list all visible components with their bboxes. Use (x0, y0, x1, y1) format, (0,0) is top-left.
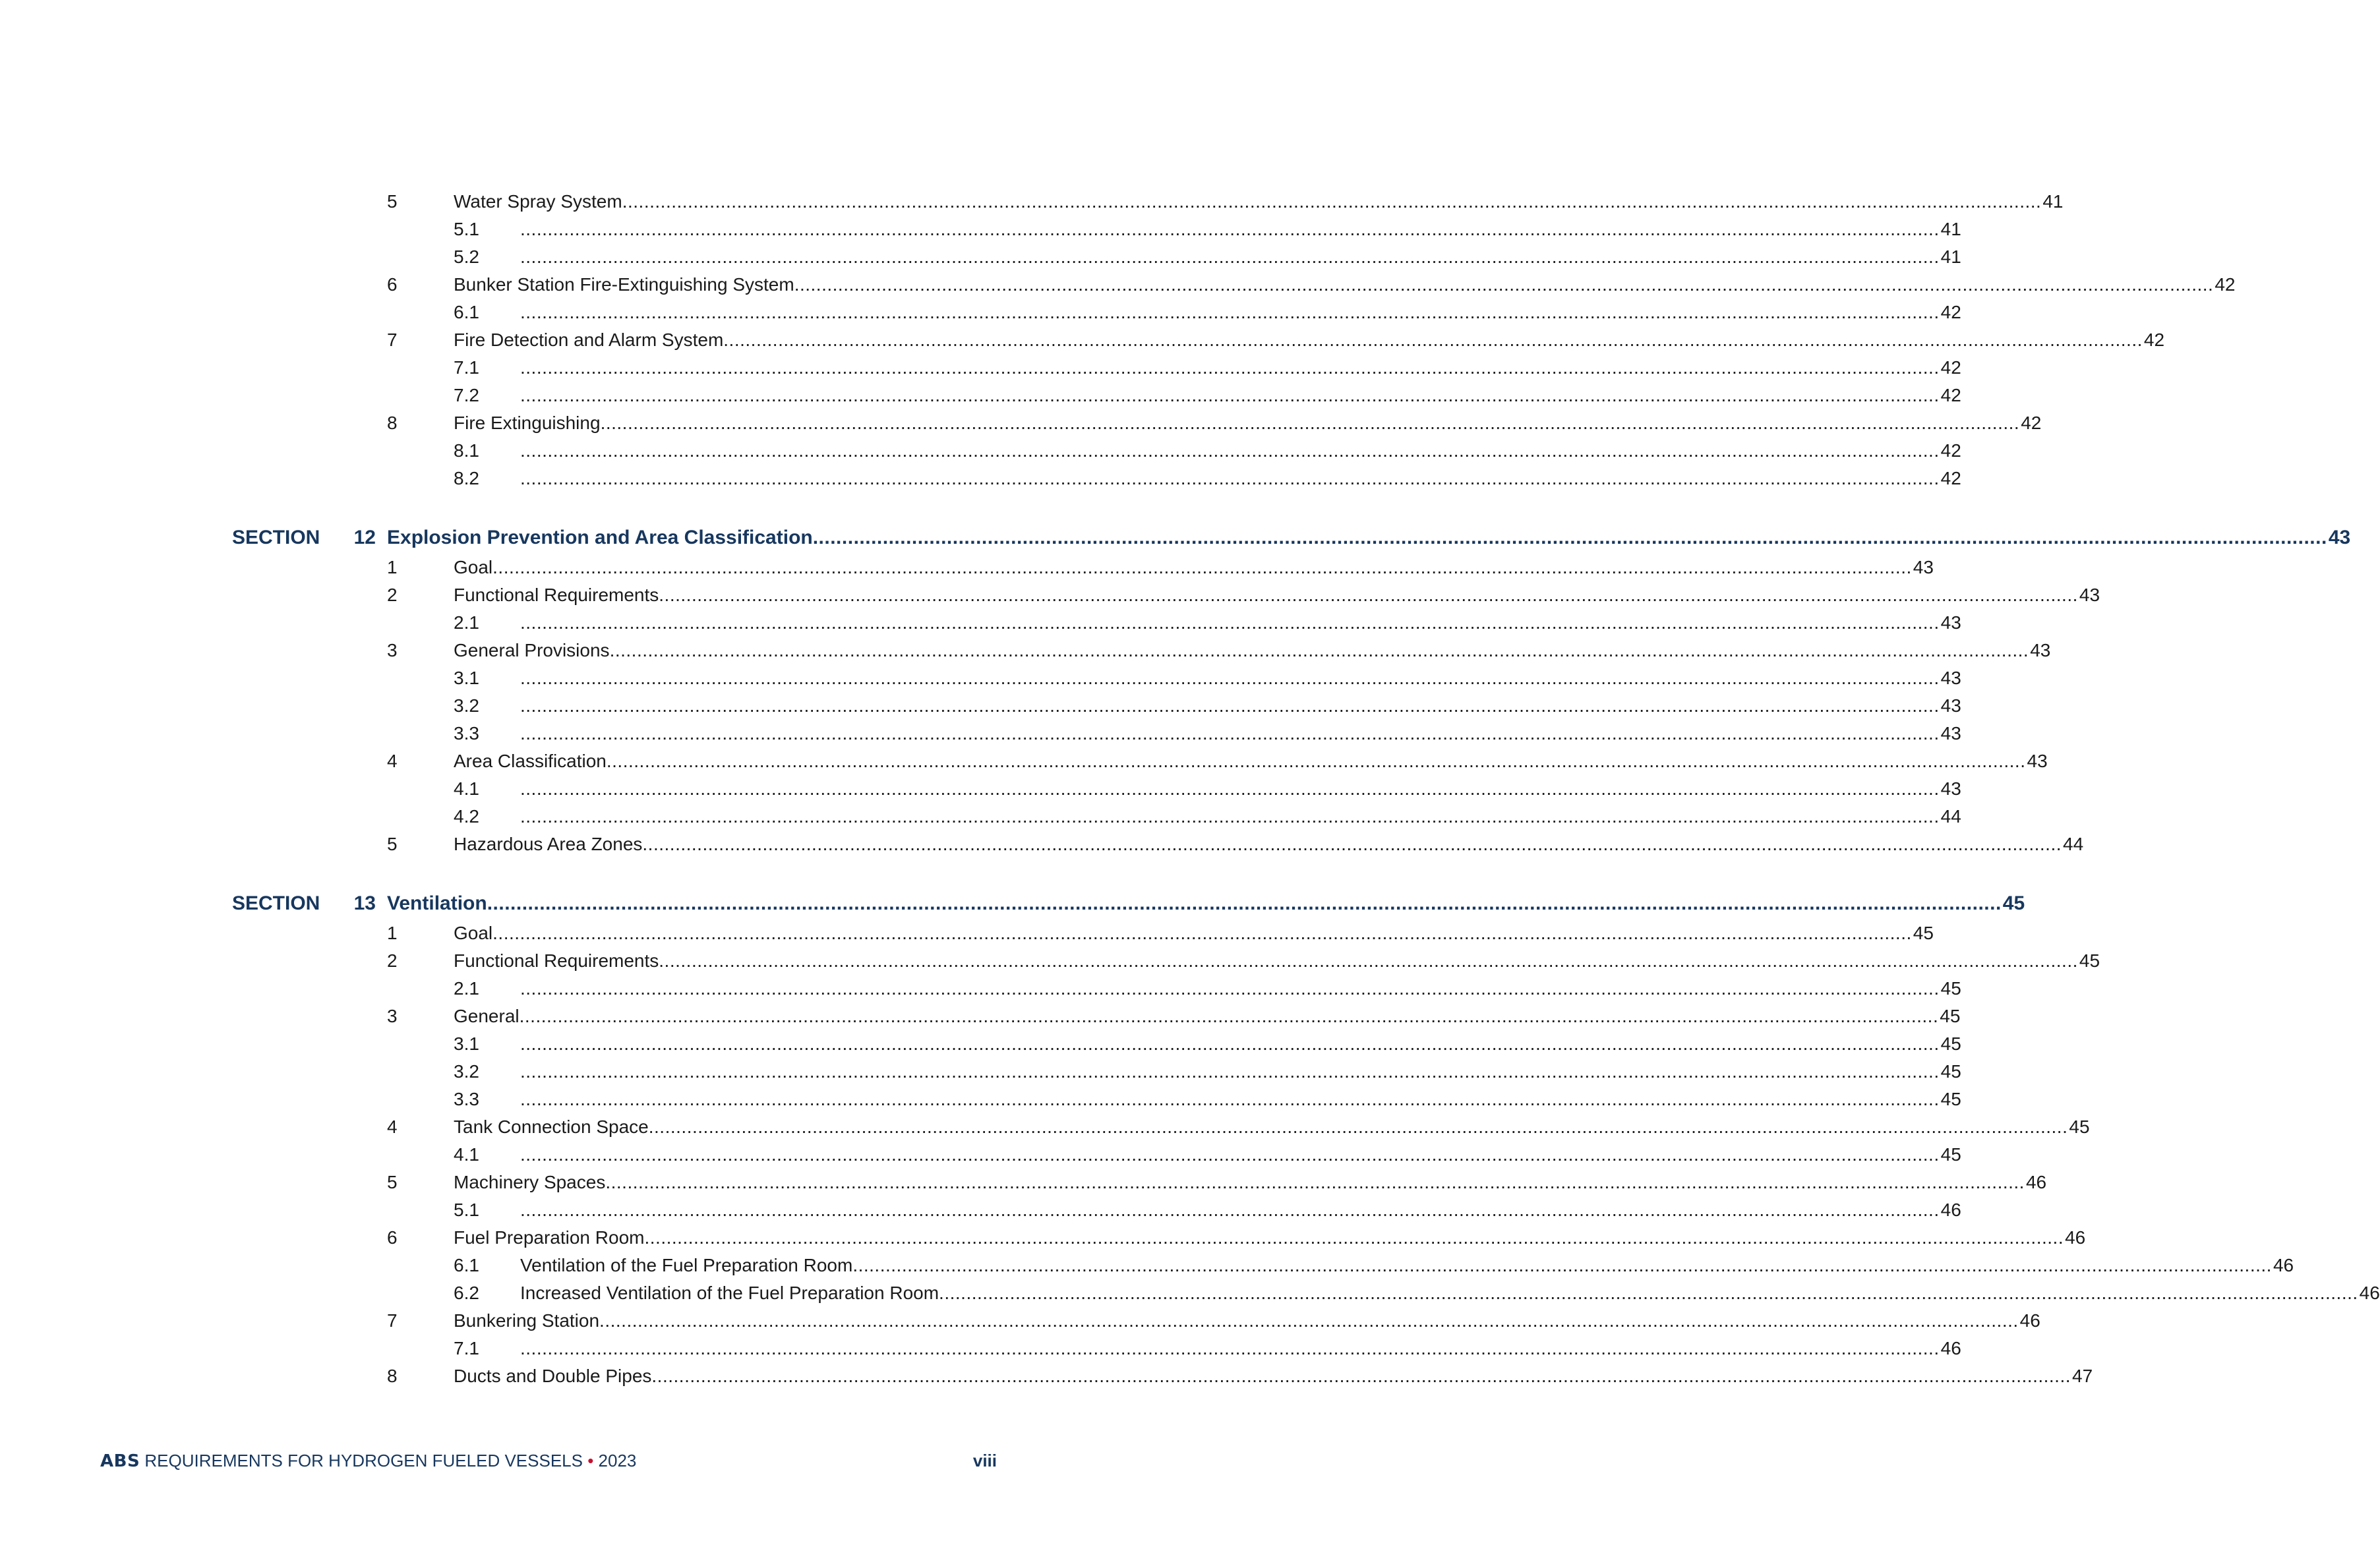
subitem-number: 4.1 (454, 778, 479, 799)
entry-page-number: 45 (1940, 1033, 1961, 1054)
footer-year: 2023 (593, 1451, 637, 1470)
section-label: SECTION (232, 527, 320, 548)
item-number: 6 (387, 1227, 398, 1248)
dot-leader: .................................................................................................................................................................................................................................................................... (520, 1338, 1940, 1358)
dot-leader: .................................................................................................................................................................................................................................................................... (644, 1227, 2064, 1248)
toc-item-row[interactable] (0, 188, 2064, 216)
subitem-number: 2.1 (454, 978, 479, 999)
entry-page-number: 42 (2215, 274, 2236, 295)
dot-leader: .................................................................................................................................................................................................................................................................... (520, 806, 1940, 827)
toc-item-row[interactable] (0, 637, 2051, 664)
footer-page-number: viii (972, 1451, 997, 1470)
entry-page-number: 43 (2079, 585, 2100, 605)
toc-subitem-row[interactable] (0, 775, 1961, 803)
dot-leader: .................................................................................................................................................................................................................................................................... (520, 247, 1940, 267)
dot-leader: .................................................................................................................................................................................................................................................................... (723, 330, 2143, 350)
dot-leader: .................................................................................................................................................................................................................................................................... (812, 527, 2327, 548)
toc-subitem-row[interactable] (0, 354, 1961, 382)
entry-page-number: 42 (1940, 468, 1961, 488)
subitem-number: 6.2 (454, 1283, 479, 1303)
toc-item-row[interactable] (0, 581, 2100, 609)
section-number: 12 (353, 527, 376, 548)
dot-leader: .................................................................................................................................................................................................................................................................... (520, 1144, 1940, 1165)
entry-title: Goal (454, 923, 493, 943)
toc-section-row[interactable] (0, 524, 2351, 552)
entry-title: Machinery Spaces (454, 1172, 606, 1192)
item-number: 5 (387, 1172, 398, 1192)
dot-leader: .................................................................................................................................................................................................................................................................... (659, 585, 2078, 605)
subitem-number: 6.1 (454, 302, 479, 322)
dot-leader: .................................................................................................................................................................................................................................................................... (651, 1366, 2071, 1386)
dot-leader: .................................................................................................................................................................................................................................................................... (487, 892, 2002, 914)
page-footer (100, 1447, 997, 1474)
item-number: 5 (387, 191, 398, 212)
subitem-number: 4.2 (454, 806, 479, 827)
entry-title: Water Spray System (454, 191, 622, 212)
entry-page-number: 42 (1940, 385, 1961, 405)
toc-subitem-row[interactable] (0, 1252, 2294, 1279)
entry-title: Ventilation (387, 892, 487, 914)
entry-page-number: 45 (1940, 1089, 1961, 1109)
dot-leader: .................................................................................................................................................................................................................................................................... (492, 557, 1912, 577)
dot-leader: .................................................................................................................................................................................................................................................................... (939, 1283, 2358, 1303)
item-number: 1 (387, 923, 398, 943)
entry-page-number: 45 (1940, 1144, 1961, 1165)
entry-page-number: 43 (1940, 723, 1961, 743)
entry-page-number: 42 (2021, 413, 2042, 433)
toc-item-row[interactable] (0, 919, 1934, 947)
dot-leader: .................................................................................................................................................................................................................................................................... (606, 751, 2026, 771)
dot-leader: .................................................................................................................................................................................................................................................................... (520, 695, 1940, 716)
entry-page-number: 47 (2072, 1366, 2093, 1386)
toc-item-row[interactable] (0, 554, 1934, 581)
toc-subitem-row[interactable] (0, 1279, 2380, 1307)
toc-subitem-row[interactable] (0, 299, 1961, 326)
dot-leader: .................................................................................................................................................................................................................................................................... (852, 1255, 2272, 1275)
item-number: 7 (387, 330, 398, 350)
entry-page-number: 44 (2063, 834, 2084, 854)
entry-page-number: 41 (1940, 247, 1961, 267)
dot-leader: .................................................................................................................................................................................................................................................................... (648, 1117, 2068, 1137)
entry-page-number: 43 (2328, 527, 2351, 548)
entry-page-number: 44 (1940, 806, 1961, 827)
entry-title: Increased Ventilation of the Fuel Preparation Room (520, 1283, 939, 1303)
dot-leader: .................................................................................................................................................................................................................................................................... (520, 219, 1940, 239)
dot-leader: .................................................................................................................................................................................................................................................................... (642, 834, 2062, 854)
subitem-number: 8.1 (454, 440, 479, 461)
toc-item-row[interactable] (0, 747, 2048, 775)
toc-subitem-row[interactable] (0, 1196, 1961, 1224)
dot-leader: .................................................................................................................................................................................................................................................................... (520, 612, 1940, 633)
footer-brand: ABS (100, 1451, 140, 1471)
dot-leader: .................................................................................................................................................................................................................................................................... (520, 778, 1940, 799)
toc-item-row[interactable] (0, 947, 2100, 975)
toc-subitem-row[interactable] (0, 216, 1961, 243)
subitem-number: 7.2 (454, 385, 479, 405)
entry-title: General Provisions (454, 640, 610, 660)
entry-page-number: 43 (1940, 612, 1961, 633)
dot-leader: .................................................................................................................................................................................................................................................................... (520, 468, 1940, 488)
subitem-number: 4.1 (454, 1144, 479, 1165)
toc-subitem-row[interactable] (0, 1086, 1961, 1113)
entry-page-number: 45 (1940, 978, 1961, 999)
toc-item-row[interactable] (0, 1307, 2040, 1335)
entry-page-number: 46 (1940, 1338, 1961, 1358)
dot-leader: .................................................................................................................................................................................................................................................................... (492, 923, 1912, 943)
toc-subitem-row[interactable] (0, 692, 1961, 720)
toc-subitem-row[interactable] (0, 664, 1961, 692)
entry-page-number: 45 (1940, 1006, 1961, 1026)
entry-title: Functional Requirements (454, 950, 659, 971)
entry-title: General (454, 1006, 520, 1026)
subitem-number: 3.1 (454, 668, 479, 688)
toc-subitem-row[interactable] (0, 609, 1961, 637)
dot-leader: .................................................................................................................................................................................................................................................................... (520, 385, 1940, 405)
entry-title: Hazardous Area Zones (454, 834, 643, 854)
subitem-number: 7.1 (454, 357, 479, 378)
dot-leader: .................................................................................................................................................................................................................................................................... (605, 1172, 2025, 1192)
toc-item-row[interactable] (0, 1003, 1961, 1030)
dot-leader: .................................................................................................................................................................................................................................................................... (520, 302, 1940, 322)
dot-leader: .................................................................................................................................................................................................................................................................... (794, 274, 2214, 295)
entry-page-number: 45 (1940, 1061, 1961, 1082)
entry-page-number: 45 (1913, 923, 1934, 943)
subitem-number: 3.3 (454, 723, 479, 743)
entry-page-number: 46 (1940, 1200, 1961, 1220)
entry-title: Ducts and Double Pipes (454, 1366, 652, 1386)
section-number: 13 (353, 892, 376, 914)
toc-subitem-row[interactable] (0, 803, 1961, 830)
entry-title: Area Classification (454, 751, 607, 771)
toc-section-row[interactable] (0, 890, 2025, 917)
entry-page-number: 41 (1940, 219, 1961, 239)
entry-page-number: 43 (1940, 695, 1961, 716)
subitem-number: 7.1 (454, 1338, 479, 1358)
dot-leader: .................................................................................................................................................................................................................................................................... (519, 1006, 1939, 1026)
entry-page-number: 45 (2069, 1117, 2090, 1137)
toc-item-row[interactable] (0, 1224, 2086, 1252)
item-number: 5 (387, 834, 398, 854)
toc-subitem-row[interactable] (0, 720, 1961, 747)
entry-page-number: 43 (2030, 640, 2051, 660)
toc-subitem-row[interactable] (0, 1058, 1961, 1086)
entry-page-number: 42 (2143, 330, 2165, 350)
item-number: 7 (387, 1310, 398, 1331)
toc-item-row[interactable] (0, 1169, 2047, 1196)
dot-leader: .................................................................................................................................................................................................................................................................... (622, 191, 2042, 212)
toc-subitem-row[interactable] (0, 1335, 1961, 1362)
dot-leader: .................................................................................................................................................................................................................................................................... (520, 357, 1940, 378)
toc-item-row[interactable] (0, 409, 2042, 437)
entry-page-number: 42 (1940, 302, 1961, 322)
toc-item-row[interactable] (0, 1362, 2093, 1390)
entry-title: Explosion Prevention and Area Classification (387, 527, 813, 548)
footer-title: REQUIREMENTS FOR HYDROGEN FUELED VESSELS (140, 1451, 588, 1470)
dot-leader: .................................................................................................................................................................................................................................................................... (609, 640, 2029, 660)
entry-title: Bunkering Station (454, 1310, 600, 1331)
footer-bullet: • (587, 1451, 594, 1470)
dot-leader: .................................................................................................................................................................................................................................................................... (600, 413, 2020, 433)
dot-leader: .................................................................................................................................................................................................................................................................... (599, 1310, 2019, 1331)
subitem-number: 5.1 (454, 1200, 479, 1220)
item-number: 8 (387, 413, 398, 433)
entry-page-number: 43 (1940, 778, 1961, 799)
dot-leader: .................................................................................................................................................................................................................................................................... (520, 1061, 1940, 1082)
dot-leader: .................................................................................................................................................................................................................................................................... (520, 978, 1940, 999)
toc-item-row[interactable] (0, 271, 2236, 299)
entry-page-number: 43 (1913, 557, 1934, 577)
toc-item-row[interactable] (0, 830, 2084, 858)
toc-subitem-row[interactable] (0, 1030, 1961, 1058)
entry-page-number: 43 (2027, 751, 2048, 771)
item-number: 6 (387, 274, 398, 295)
entry-title: Fire Extinguishing (454, 413, 601, 433)
toc-item-row[interactable] (0, 326, 2165, 354)
entry-page-number: 42 (1940, 440, 1961, 461)
dot-leader: .................................................................................................................................................................................................................................................................... (520, 1089, 1940, 1109)
entry-title: Fuel Preparation Room (454, 1227, 645, 1248)
subitem-number: 3.3 (454, 1089, 479, 1109)
subitem-number: 3.2 (454, 1061, 479, 1082)
entry-page-number: 46 (2019, 1310, 2040, 1331)
section-label: SECTION (232, 892, 320, 914)
item-number: 4 (387, 1117, 398, 1137)
item-number: 2 (387, 950, 398, 971)
dot-leader: .................................................................................................................................................................................................................................................................... (659, 950, 2078, 971)
entry-title: Ventilation of the Fuel Preparation Room (520, 1255, 853, 1275)
entry-title: Fire Detection and Alarm System (454, 330, 724, 350)
entry-page-number: 46 (2025, 1172, 2047, 1192)
entry-title: Functional Requirements (454, 585, 659, 605)
item-number: 3 (387, 640, 398, 660)
toc-subitem-row[interactable] (0, 382, 1961, 409)
toc-subitem-row[interactable] (0, 437, 1961, 465)
subitem-number: 5.2 (454, 247, 479, 267)
entry-page-number: 46 (2065, 1227, 2086, 1248)
entry-title: Goal (454, 557, 493, 577)
entry-page-number: 45 (2079, 950, 2100, 971)
item-number: 8 (387, 1366, 398, 1386)
item-number: 1 (387, 557, 398, 577)
subitem-number: 8.2 (454, 468, 479, 488)
toc-subitem-row[interactable] (0, 1141, 1961, 1169)
dot-leader: .................................................................................................................................................................................................................................................................... (520, 440, 1940, 461)
entry-title: Bunker Station Fire-Extinguishing System (454, 274, 794, 295)
item-number: 2 (387, 585, 398, 605)
dot-leader: .................................................................................................................................................................................................................................................................... (520, 668, 1940, 688)
dot-leader: .................................................................................................................................................................................................................................................................... (520, 723, 1940, 743)
entry-page-number: 42 (1940, 357, 1961, 378)
toc-subitem-row[interactable] (0, 975, 1961, 1003)
dot-leader: .................................................................................................................................................................................................................................................................... (520, 1033, 1940, 1054)
toc-item-row[interactable] (0, 1113, 2090, 1141)
entry-page-number: 46 (2359, 1283, 2380, 1303)
dot-leader: .................................................................................................................................................................................................................................................................... (520, 1200, 1940, 1220)
toc-subitem-row[interactable] (0, 243, 1961, 271)
subitem-number: 3.1 (454, 1033, 479, 1054)
entry-page-number: 43 (1940, 668, 1961, 688)
subitem-number: 2.1 (454, 612, 479, 633)
entry-page-number: 45 (2002, 892, 2025, 914)
subitem-number: 3.2 (454, 695, 479, 716)
toc-subitem-row[interactable] (0, 465, 1961, 492)
entry-page-number: 46 (2273, 1255, 2294, 1275)
item-number: 3 (387, 1006, 398, 1026)
entry-page-number: 41 (2042, 191, 2064, 212)
item-number: 4 (387, 751, 398, 771)
subitem-number: 6.1 (454, 1255, 479, 1275)
entry-title: Tank Connection Space (454, 1117, 649, 1137)
subitem-number: 5.1 (454, 219, 479, 239)
